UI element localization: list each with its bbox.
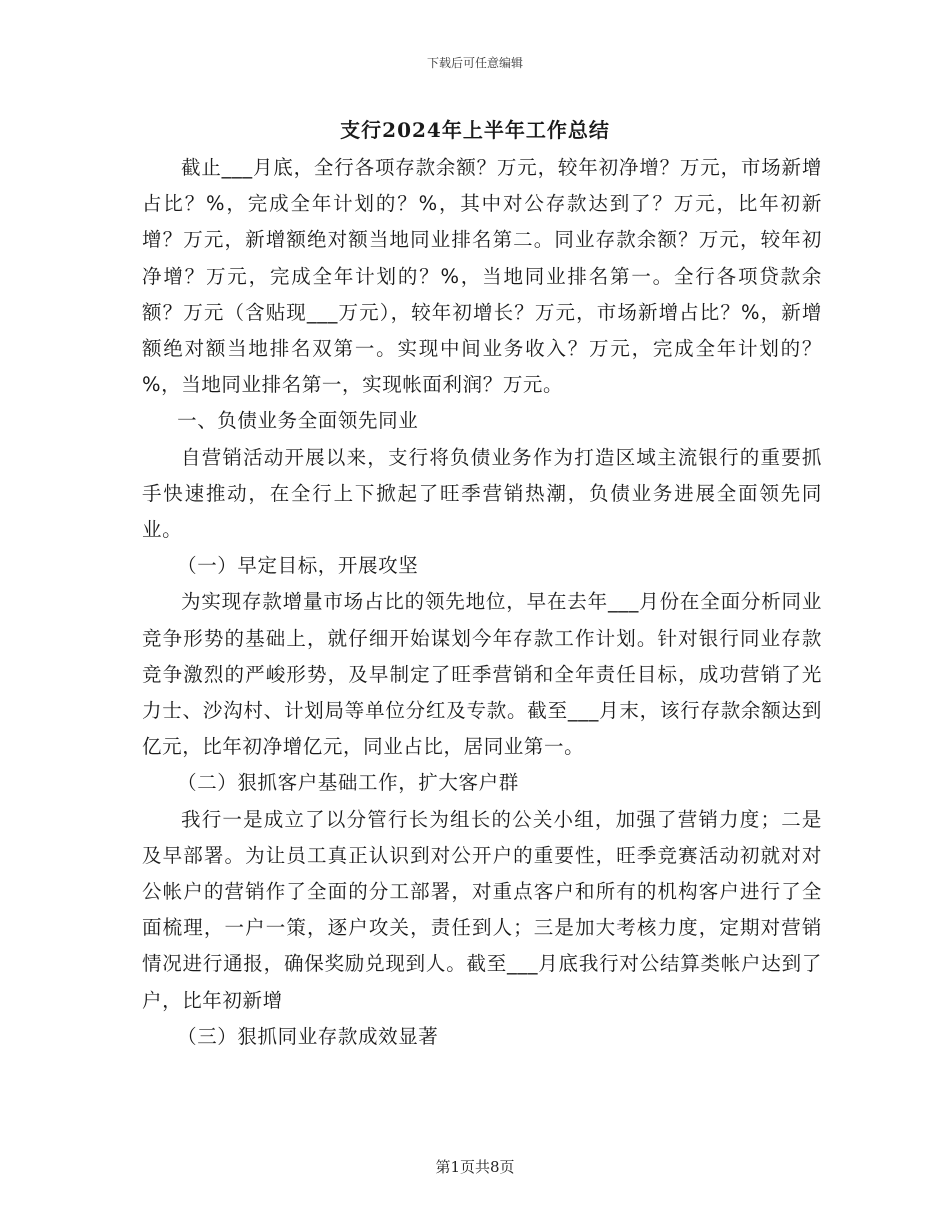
paragraph: 自营销活动开展以来，支行将负债业务作为打造区域主流银行的重要抓手快速推动，在全行上下掀起了旺季营销热潮，负债业务进展全面领先同业。 <box>142 445 822 542</box>
section-heading-1: 一、负债业务全面领先同业 <box>177 409 419 433</box>
document-title: 支行2024年上半年工作总结 <box>340 118 610 142</box>
subsection-heading-2: （二）狠抓客户基础工作，扩大客户群 <box>177 771 519 795</box>
document-body <box>142 150 822 1055</box>
subsection-heading-1: （一）早定目标，开展攻坚 <box>177 554 419 578</box>
subsection-heading-3: （三）狠抓同业存款成效显著 <box>177 1024 439 1048</box>
page-footer: 第1页共8页 <box>435 1158 515 1176</box>
paragraph: 为实现存款增量市场占比的领先地位，早在去年___月份在全面分析同业竞争形势的基础上，就仔细开始谋划今年存款工作计划。针对银行同业存款竞争激烈的严峻形势，及早制定了旺季营销和全年责任目标，成功营销了光力士、沙沟村、计划局等单位分红及专款。截至___月末，该行存款余额达到亿元，比年初净增亿元，同业占比，居同业第一。 <box>142 590 822 759</box>
header-note: 下载后可任意编辑 <box>426 56 523 70</box>
paragraph: 我行一是成立了以分管行长为组长的公关小组，加强了营销力度；二是及早部署。为让员工真正认识到对公开户的重要性，旺季竞赛活动初就对对公帐户的营销作了全面的分工部署，对重点客户和所有的机构客户进行了全面梳理，一户一策，逐户攻关，责任到人；三是加大考核力度，定期对营销情况进行通报，确保奖励兑现到人。截至___月底我行对公结算类帐户达到了户，比年初新增 <box>142 807 822 1012</box>
paragraph-summary: 截止___月底，全行各项存款余额？万元，较年初净增？万元，市场新增占比？%，完成全年计划的？%，其中对公存款达到了？万元，比年初新增？万元，新增额绝对额当地同业排名第二。同业存款余额？万元，较年初净增？万元，完成全年计划的？%，当地同业排名第一。全行各项贷款余额？万元（含贴现___万元），较年初增长？万元，市场新增占比？%，新增额绝对额当地排名双第一。实现中间业务收入？万元，完成全年计划的？%，当地同业排名第一，实现帐面利润？万元。 <box>142 156 822 397</box>
